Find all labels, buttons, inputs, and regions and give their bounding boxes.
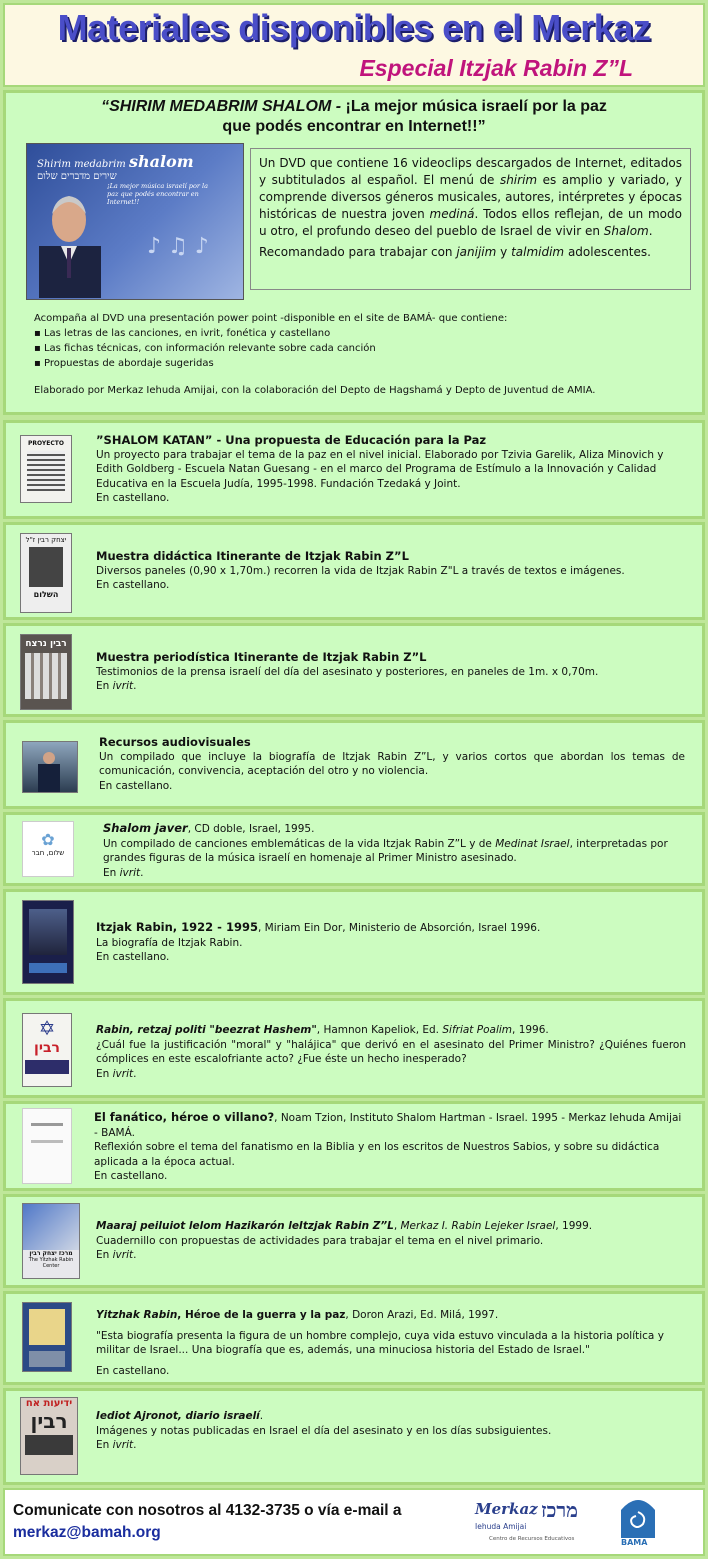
dvd-cover-title: Shirim medabrim shalom שירים מדברים שלום ¡La mejor música israelí por la paz que podés encontrar en Internet!!	[37, 152, 208, 206]
material-description: Imágenes y notas publicadas en Israel el día del asesinato y en los días subsiguientes.	[96, 1424, 552, 1437]
material-title: Muestra periodística Itinerante de Itzjak Rabin Z”L	[96, 650, 427, 664]
material-title: Muestra didáctica Itinerante de Itzjak Rabin Z”L	[96, 549, 409, 563]
material-title: Iediot Ajronot, diario israelí.	[96, 1410, 264, 1422]
material-title: Shalom javer, CD doble, Israel, 1995.	[103, 821, 315, 835]
material-language: En castellano.	[96, 492, 170, 504]
material-description: La biografía de Itzjak Rabin.	[96, 936, 243, 949]
exhibit-panel-image: יצחק רבין ז"ל השלום	[20, 533, 72, 613]
material-language: En ivrit.	[96, 1249, 137, 1261]
material-card	[3, 522, 705, 620]
material-description: Diversos paneles (0,90 x 1,70m.) recorren la vida de Itzjak Rabin Z"L a través de textos e imágenes.	[96, 564, 625, 577]
material-description: Reflexión sobre el tema del fanatismo en la Biblia y en los escritos de Nuestros Sabios, y sobre su didáctica aplicada a la época actual.	[94, 1141, 660, 1168]
newspaper-image: רבין נרצח	[20, 634, 72, 710]
material-text	[96, 920, 686, 965]
dvd-description: Un DVD que contiene 16 videoclips descargados de Internet, editados y subtitulados al español. El menú de shirim es amplio y variado, y comprende diversos géneros musicales, autores, intérpretes y épocas históricas de nuestra joven mediná. Todos ellos reflejan, de un modo u otro, el profundo deseo del pueblo de Israel de vivir en Shalom. Recomandado para trabajar con janijim y talmidim adolescentes.	[250, 148, 691, 290]
material-card	[3, 998, 705, 1098]
powerpoint-contents: Acompaña al DVD una presentación power point -disponible en el site de BAMÁ- que contiene: ▪ Las letras de las canciones, en ivrit, fonética y castellano ▪ Las fichas técnicas, con información relevante sobre cada canción ▪ Propuestas de abordaje sugeridas	[34, 311, 507, 371]
material-description: Un proyecto para trabajar el tema de la paz en el nivel inicial. Elaborado por Tzivia Garelik, Aliza Minovich y Edith Goldberg - Escuela Natan Guesang - en el marco del Programa de Estímulo a la Innovación y Calidad Educativa en la Escuela Judía, 1995-1998. Fundación Tzedaká y Joint.	[96, 448, 664, 490]
material-card	[3, 1101, 705, 1191]
material-title: Yitzhak Rabin, Héroe de la guerra y la paz, Doron Arazi, Ed. Milá, 1997.	[96, 1309, 499, 1321]
music-notes-decoration: ♪ ♫ ♪	[147, 234, 209, 259]
list-item: ▪ Propuestas de abordaje sugeridas	[34, 356, 507, 371]
featured-title: “SHIRIM MEDABRIM SHALOM - ¡La mejor música israelí por la paz que podés encontrar en Internet!!”	[101, 98, 607, 135]
material-language: En castellano.	[99, 779, 173, 792]
material-title: Maaraj peiluiot lelom Hazikarón leItzjak Rabin Z”L, Merkaz I. Rabin Lejeker Israel, 1999.	[96, 1220, 593, 1232]
material-card	[3, 1291, 705, 1385]
list-item: ▪ Las fichas técnicas, con información relevante sobre cada canción	[34, 341, 507, 356]
material-description: Cuadernillo con propuestas de actividades para trabajar el tema en el nivel primario.	[96, 1234, 544, 1247]
list-item: ▪ Las letras de las canciones, en ivrit, fonética y castellano	[34, 326, 507, 341]
book-cover-image: PROYECTO	[20, 435, 72, 503]
book-cover-image	[22, 1108, 72, 1184]
material-card	[3, 1194, 705, 1288]
featured-credit: Elaborado por Merkaz Iehuda Amijai, con la colaboración del Depto de Hagshamá y Depto de Juventud de AMIA.	[34, 385, 596, 396]
material-language: En ivrit.	[96, 680, 137, 692]
contact-email-link[interactable]: merkaz@bamah.org	[13, 1524, 161, 1541]
material-card	[3, 623, 705, 717]
video-still-image	[22, 741, 78, 793]
material-language: En ivrit.	[96, 1439, 137, 1451]
page-subtitle: Especial Itzjak Rabin Z”L	[359, 55, 633, 81]
material-text	[94, 1110, 686, 1184]
material-text	[96, 433, 686, 506]
material-language: En castellano.	[96, 579, 170, 591]
featured-card	[3, 90, 705, 415]
book-cover-image: ✡ רבין	[22, 1013, 72, 1087]
page-title: Materiales disponibles en el Merkaz	[57, 7, 651, 48]
book-cover-image	[22, 900, 74, 984]
material-card	[3, 812, 705, 886]
material-title: Rabin, retzaj politi "beezrat Hashem", Hamnon Kapeliok, Ed. Sifriat Poalim, 1996.	[96, 1024, 549, 1036]
merkaz-logo: Merkaz מרכז Iehuda Amijai Centro de Recursos Educativos	[475, 1498, 579, 1542]
dvd-cover-image	[26, 143, 244, 300]
material-text	[96, 1409, 686, 1453]
material-description: Testimonios de la prensa israelí del día del asesinato y posteriores, en paneles de 1m. x 0,70m.	[96, 665, 599, 678]
rabin-center-booklet-image: מרכז יצחק רבין The Yitzhak Rabin Center	[22, 1203, 80, 1279]
contact-phone-text: Comunicate con nosotros al 4132-3735 o vía e-mail a	[13, 1502, 402, 1519]
material-text	[96, 650, 686, 694]
material-description: Un compilado de canciones emblemáticas de la vida Itzjak Rabin Z”L y de Medinat Israel, interpretadas por grandes figuras de la música israelí en homenaje al Primer Ministro asesinado.	[103, 837, 668, 864]
material-language: En ivrit.	[103, 866, 144, 879]
material-card	[3, 889, 705, 995]
contact-footer	[3, 1488, 705, 1556]
material-language: En castellano.	[96, 1364, 170, 1377]
material-description: "Esta biografía presenta la figura de un hombre complejo, cuya vida estuvo vinculada a la historia política y militar de Israel... Una biografía que es, además, una minuciosa historia del Estado de Israel."	[96, 1329, 664, 1356]
cd-cover-image: ✿ שלום, חבר	[22, 821, 74, 877]
book-cover-image	[22, 1302, 72, 1372]
newspaper-image: ידיעות אח רבין	[20, 1397, 78, 1475]
material-title: Itzjak Rabin, 1922 - 1995, Miriam Ein Dor, Ministerio de Absorción, Israel 1996.	[96, 920, 541, 934]
material-card	[3, 720, 705, 809]
material-title: ”SHALOM KATAN” - Una propuesta de Educación para la Paz	[96, 433, 487, 447]
material-description: Un compilado que incluye la biografía de Itzjak Rabin Z”L, y varios cortos que abordan los temas de comunicación, convivencia, aceptación del otro y no violencia.	[99, 750, 685, 777]
page-header	[3, 3, 705, 87]
material-text	[96, 1308, 686, 1378]
material-text	[103, 821, 685, 880]
material-text	[96, 1023, 686, 1081]
material-language: En ivrit.	[96, 1067, 137, 1080]
material-title: El fanático, héroe o villano?, Noam Tzion, Instituto Shalom Hartman - Israel. 1995 - Merkaz Iehuda Amijai - BAMÁ.	[94, 1110, 682, 1139]
material-card	[3, 1388, 705, 1485]
material-title: Recursos audiovisuales	[99, 735, 251, 749]
material-text	[96, 549, 686, 593]
material-card	[3, 420, 705, 519]
material-text	[96, 1219, 686, 1263]
material-language: En castellano.	[94, 1170, 168, 1182]
material-language: En castellano.	[96, 951, 170, 963]
rabin-portrait	[29, 184, 109, 298]
material-description: ¿Cuál fue la justificación "moral" y "halájica" que derivó en el asesinato del Primer Ministro? ¿Quiénes fueron cómplices en este escalofriante acto? ¿Fue éste un hecho inesperado?	[96, 1038, 686, 1065]
bama-logo: BAMA	[617, 1494, 659, 1552]
material-text	[99, 735, 685, 793]
